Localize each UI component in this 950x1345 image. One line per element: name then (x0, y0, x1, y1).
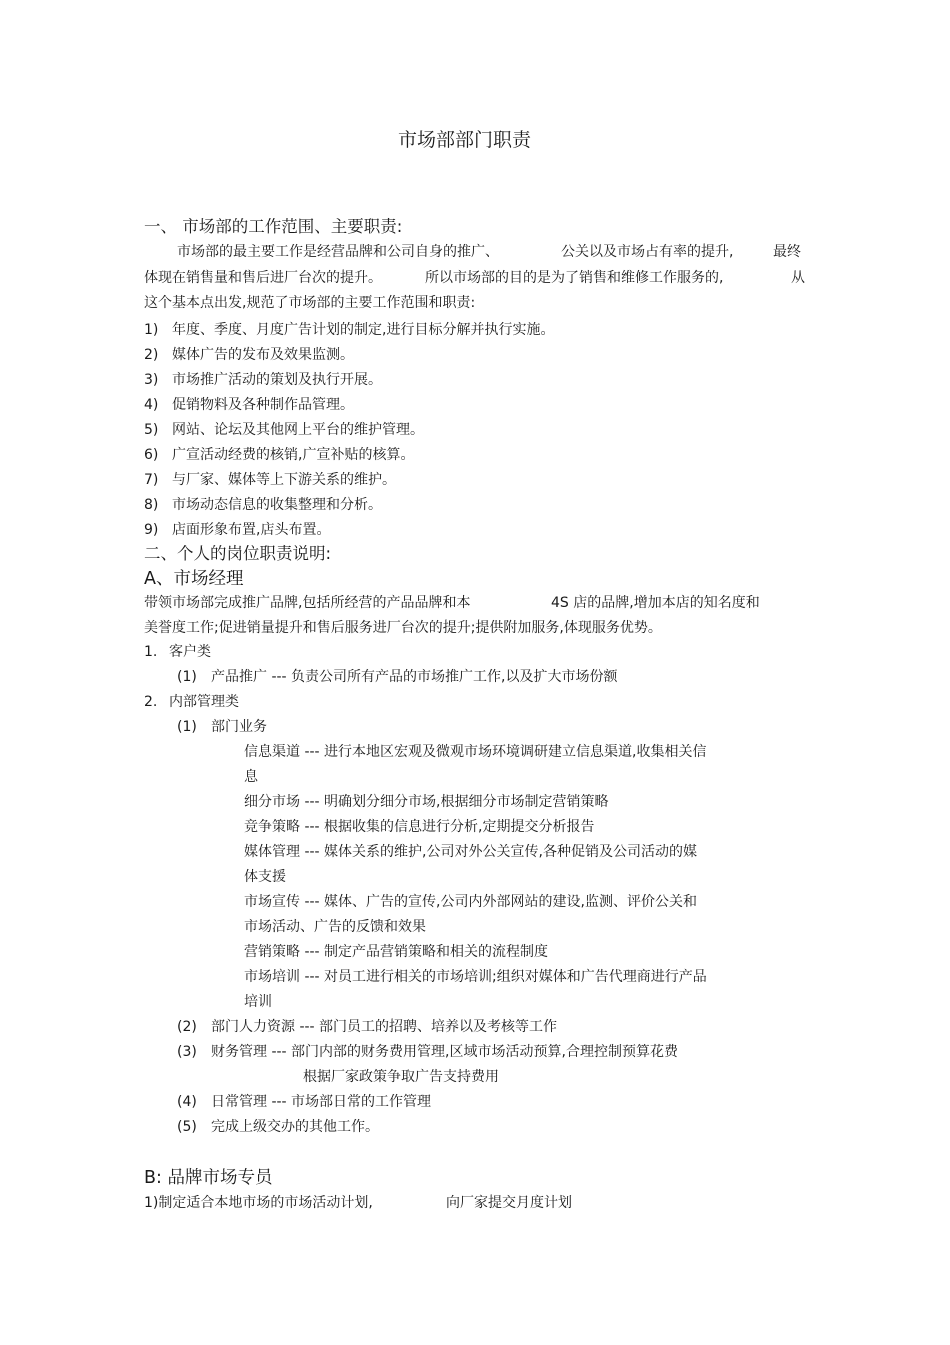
sub-item: 日常管理 --- 市场部日常的工作管理 (211, 1094, 432, 1110)
list-item: 广宣活动经费的核销,广宣补贴的核算。 (172, 447, 415, 463)
page-title: 市场部部门职责 (398, 129, 532, 151)
role-b-item-1a: 1)制定适合本地市场的市场活动计划, (144, 1195, 373, 1211)
list-item-num: 6) (144, 447, 159, 463)
role-a-heading: A、市场经理 (144, 569, 244, 589)
section1-heading: 一、 市场部的工作范围、主要职责: (144, 217, 403, 236)
list-item: 促销物料及各种制作品管理。 (172, 397, 354, 413)
dept-line: 市场活动、广告的反馈和效果 (244, 919, 426, 935)
list-item: 网站、论坛及其他网上平台的维护管理。 (172, 422, 424, 438)
intro-line-2b: 所以市场部的目的是为了销售和维修工作服务的, (425, 270, 724, 286)
dept-line: 细分市场 --- 明确划分细分市场,根据细分市场制定营销策略 (244, 794, 609, 810)
list-item: 年度、季度、月度广告计划的制定,进行目标分解并执行实施。 (172, 322, 555, 338)
sub-item-num: (2) (177, 1019, 197, 1035)
sub-item: 部门业务 (211, 719, 267, 735)
sub-item-num: (5) (177, 1119, 197, 1135)
role-a-desc-1b: 4S 店的品牌,增加本店的知名度和 (551, 595, 760, 611)
sub-item-num: (1) (177, 719, 197, 735)
dept-line: 体支援 (244, 869, 286, 885)
dept-line: 息 (244, 769, 258, 785)
role-a-desc-1a: 带领市场部完成推广品牌,包括所经营的产品品牌和本 (144, 595, 471, 611)
dept-line: 市场宣传 --- 媒体、广告的宣传,公司内外部网站的建设,监测、评价公关和 (244, 894, 697, 910)
category-label: 客户类 (169, 644, 211, 660)
sub-item-num: (3) (177, 1044, 197, 1060)
dept-line: 培训 (244, 994, 272, 1010)
dept-line: 媒体管理 --- 媒体关系的维护,公司对外公关宣传,各种促销及公司活动的媒 (244, 844, 697, 860)
list-item-num: 9) (144, 522, 159, 538)
category-num: 1. (144, 644, 158, 660)
list-item-num: 5) (144, 422, 159, 438)
dept-line: 信息渠道 --- 进行本地区宏观及微观市场环境调研建立信息渠道,收集相关信 (244, 744, 707, 760)
list-item-num: 7) (144, 472, 159, 488)
category-label: 内部管理类 (169, 694, 239, 710)
list-item: 与厂家、媒体等上下游关系的维护。 (172, 472, 396, 488)
dept-line: 竞争策略 --- 根据收集的信息进行分析,定期提交分析报告 (244, 819, 595, 835)
intro-line-3: 这个基本点出发,规范了市场部的主要工作范围和职责: (144, 295, 476, 311)
category-num: 2. (144, 694, 158, 710)
sub-item: 产品推广 --- 负责公司所有产品的市场推广工作,以及扩大市场份额 (211, 669, 618, 685)
list-item-num: 3) (144, 372, 159, 388)
list-item: 店面形象布置,店头布置。 (172, 522, 331, 538)
list-item-num: 1) (144, 322, 159, 338)
list-item: 媒体广告的发布及效果监测。 (172, 347, 354, 363)
section2-heading: 二、个人的岗位职责说明: (144, 544, 332, 563)
list-item-num: 8) (144, 497, 159, 513)
dept-line: 营销策略 --- 制定产品营销策略和相关的流程制度 (244, 944, 549, 960)
intro-line-2c: 从 (791, 270, 805, 286)
sub-item-num: (1) (177, 669, 197, 685)
sub-item: 完成上级交办的其他工作。 (211, 1119, 379, 1135)
intro-line-2a: 体现在销售量和售后进厂台次的提升。 (144, 270, 382, 286)
sub-item-num: (4) (177, 1094, 197, 1110)
role-b-item-1b: 向厂家提交月度计划 (446, 1195, 572, 1211)
intro-line-1b: 公关以及市场占有率的提升, (561, 244, 734, 260)
intro-line-1c: 最终 (773, 244, 801, 260)
intro-line-1a: 市场部的最主要工作是经营品牌和公司自身的推广、 (177, 244, 499, 260)
sub-item: 部门人力资源 --- 部门员工的招聘、培养以及考核等工作 (211, 1019, 558, 1035)
list-item-num: 2) (144, 347, 159, 363)
dept-line: 市场培训 --- 对员工进行相关的市场培训;组织对媒体和广告代理商进行产品 (244, 969, 707, 985)
list-item-num: 4) (144, 397, 159, 413)
list-item: 市场推广活动的策划及执行开展。 (172, 372, 382, 388)
role-b-heading: B: 品牌市场专员 (144, 1168, 273, 1188)
sub-item: 财务管理 --- 部门内部的财务费用管理,区域市场活动预算,合理控制预算花费 (211, 1044, 678, 1060)
sub-item-continuation: 根据厂家政策争取广告支持费用 (303, 1069, 499, 1085)
list-item: 市场动态信息的收集整理和分析。 (172, 497, 382, 513)
role-a-desc-2: 美誉度工作;促进销量提升和售后服务进厂台次的提升;提供附加服务,体现服务优势。 (144, 620, 662, 636)
